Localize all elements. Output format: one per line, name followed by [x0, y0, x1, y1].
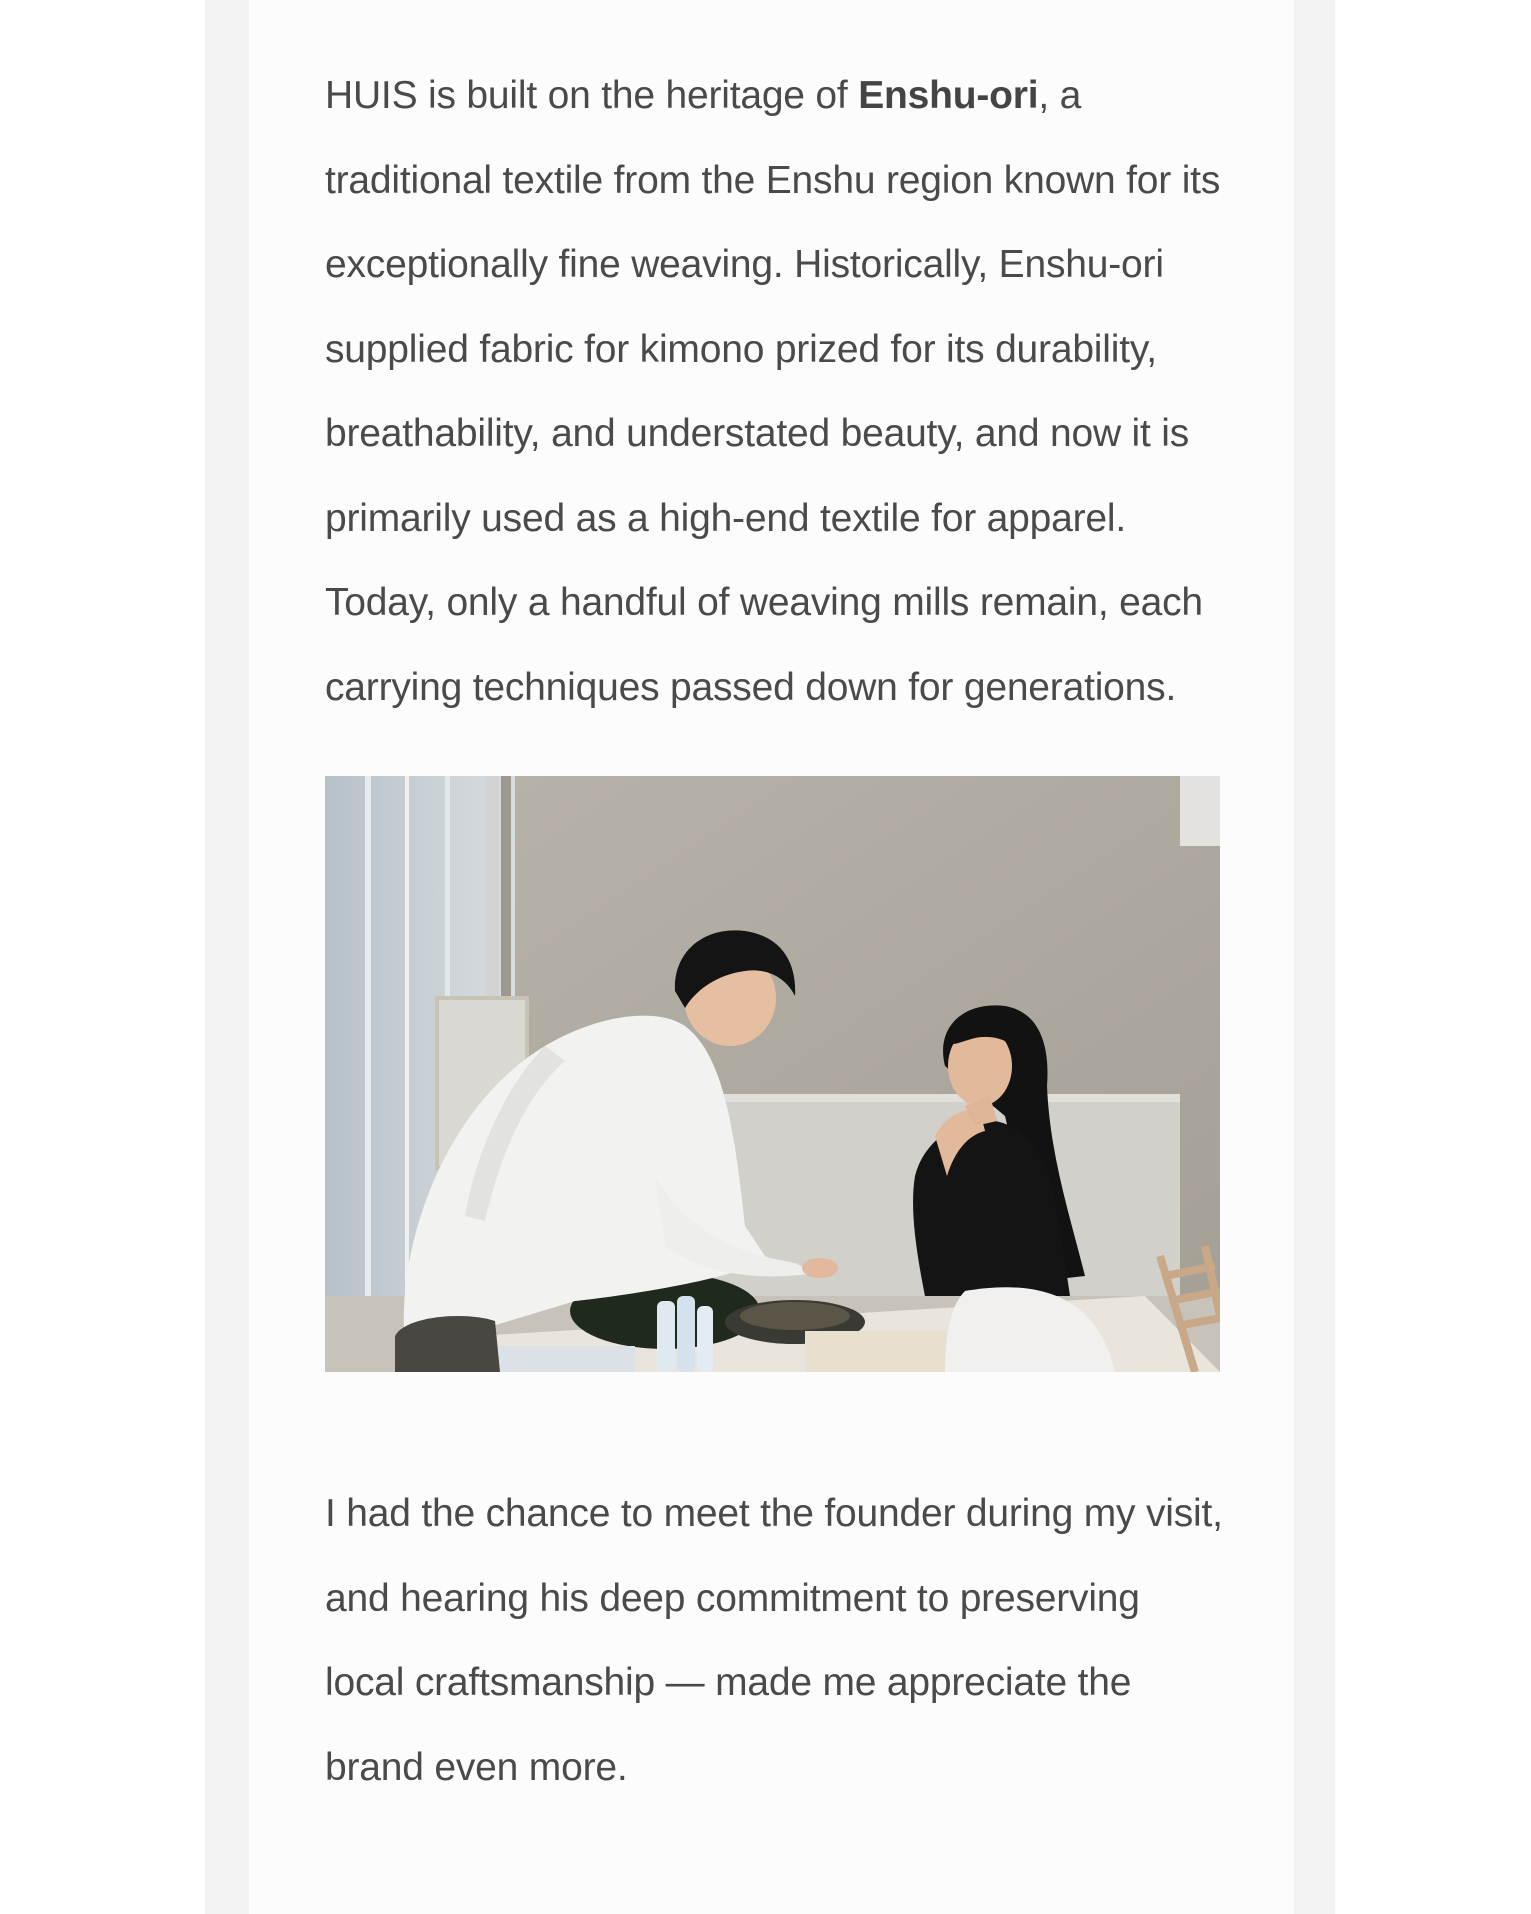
paragraph-founder-visit: I had the chance to meet the founder during my visit, and hearing his deep commitment to preserving local craftsmanship — made me appreciate the brand even more. [325, 1492, 1223, 1789]
paragraph-enshu-ori [325, 54, 1225, 730]
enshu-ori-bold: Enshu-ori [858, 74, 1039, 117]
para1-text-after: , a traditional textile from the Enshu region known for its exceptionally fine weaving. Historically, Enshu-ori supplied fabric for kimono prized for its durability, breathability, and understated beauty, and now it is primarily used as a high-end textile for apparel. Today, only a handful of weaving mills remain, each carrying techniques passed down for generations. [325, 74, 1221, 709]
para1-text-before: HUIS is built on the heritage of [325, 74, 859, 117]
article-photo [325, 776, 1220, 1372]
founder-meeting-photo [325, 776, 1220, 1372]
article-content [325, 54, 1225, 1810]
